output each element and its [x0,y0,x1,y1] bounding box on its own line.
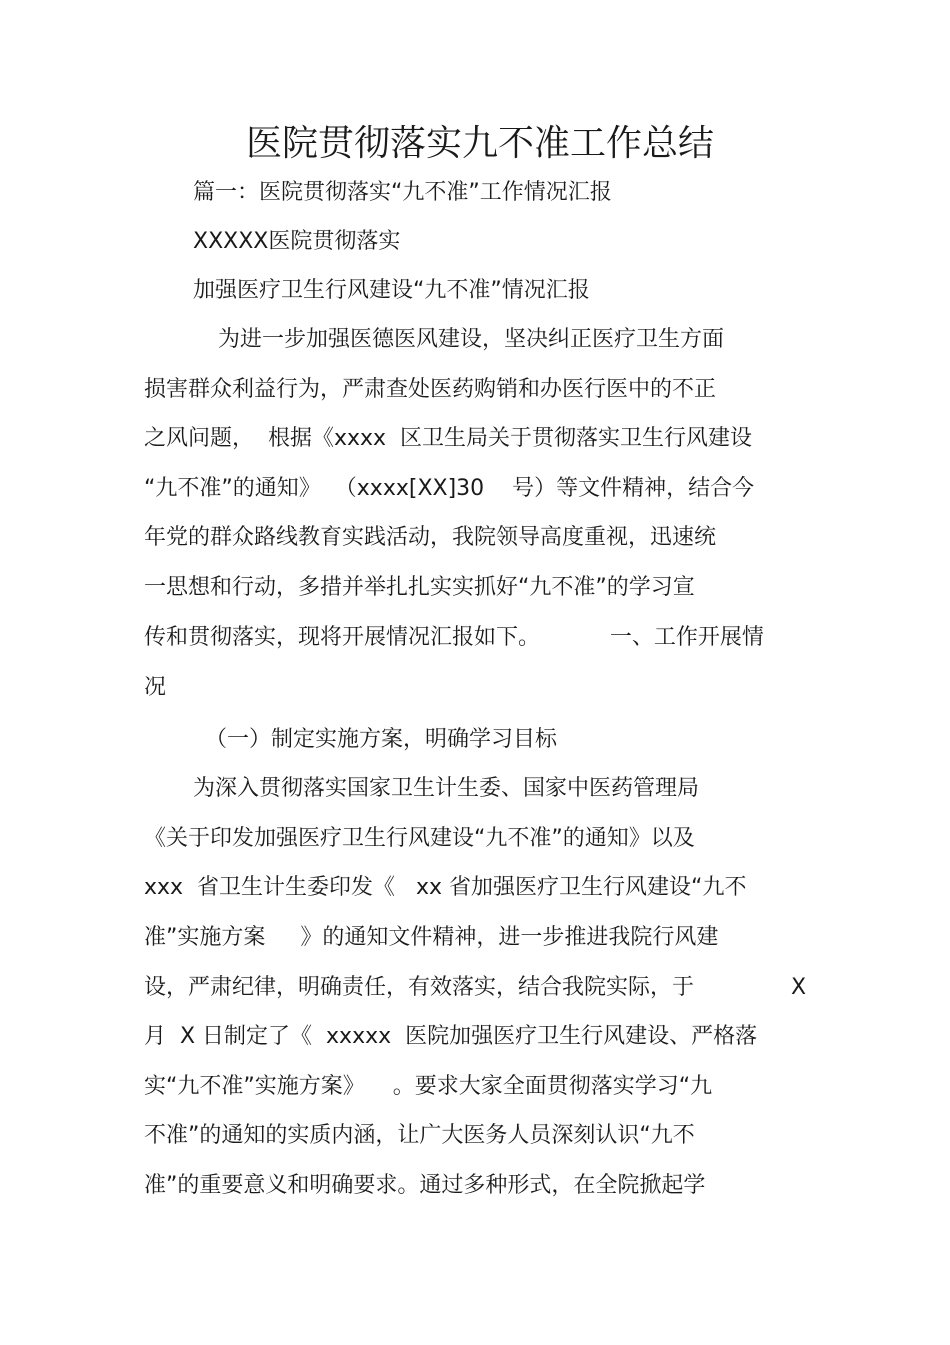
paragraph-line: 之风问题， 根据《xxxx 区卫生局关于贯彻落实卫生行风建设 [144,426,753,451]
paragraph-line: 不准”的通知的实质内涵，让广大医务人员深刻认识“九不 [144,1123,695,1148]
document-title: 医院贯彻落实九不准工作总结 [245,123,714,164]
paragraph-line: 月 X 日制定了《 xxxxx 医院加强医疗卫生行风建设、严格落 [144,1024,758,1049]
paragraph-line: “九不准”的通知》 （xxxx[XX]30 号）等文件精神，结合今 [144,476,755,501]
paragraph-line: X [791,975,807,1000]
hospital-name-line: XXXXX医院贯彻落实 [193,229,401,254]
paragraph-line: 年党的群众路线教育实践活动，我院领导高度重视，迅速统 [144,525,717,550]
paragraph-line: 损害群众利益行为，严肃查处医药购销和办医行医中的不正 [144,377,717,402]
paragraph-line: 一思想和行动，多措并举扎扎实实抓好“九不准”的学习宣 [144,575,695,600]
paragraph-line: 况 [144,675,167,700]
paragraph-line: 《关于印发加强医疗卫生行风建设“九不准”的通知》以及 [144,826,695,851]
paragraph-line: 准”实施方案 》的通知文件精神，进一步推进我院行风建 [144,925,719,950]
paragraph-line: 为深入贯彻落实国家卫生计生委、国家中医药管理局 [193,776,700,801]
paragraph-line: 设，严肃纪律，明确责任，有效落实，结合我院实际，于 [144,975,695,1000]
section-heading: 篇一：医院贯彻落实“九不准”工作情况汇报 [193,180,612,205]
paragraph-line: 为进一步加强医德医风建设，坚决纠正医疗卫生方面 [218,327,725,352]
report-subtitle: 加强医疗卫生行风建设“九不准”情况汇报 [193,278,590,303]
subsection-heading: （一）制定实施方案，明确学习目标 [205,727,558,752]
paragraph-line: 传和贯彻落实，现将开展情况汇报如下。 一、工作开展情 [144,625,764,650]
paragraph-line: 实“九不准”实施方案》 。要求大家全面贯彻落实学习“九 [144,1074,713,1099]
paragraph-line: 准”的重要意义和明确要求。通过多种形式，在全院掀起学 [144,1173,706,1198]
paragraph-line: xxx 省卫生计生委印发《 xx 省加强医疗卫生行风建设“九不 [144,875,747,900]
